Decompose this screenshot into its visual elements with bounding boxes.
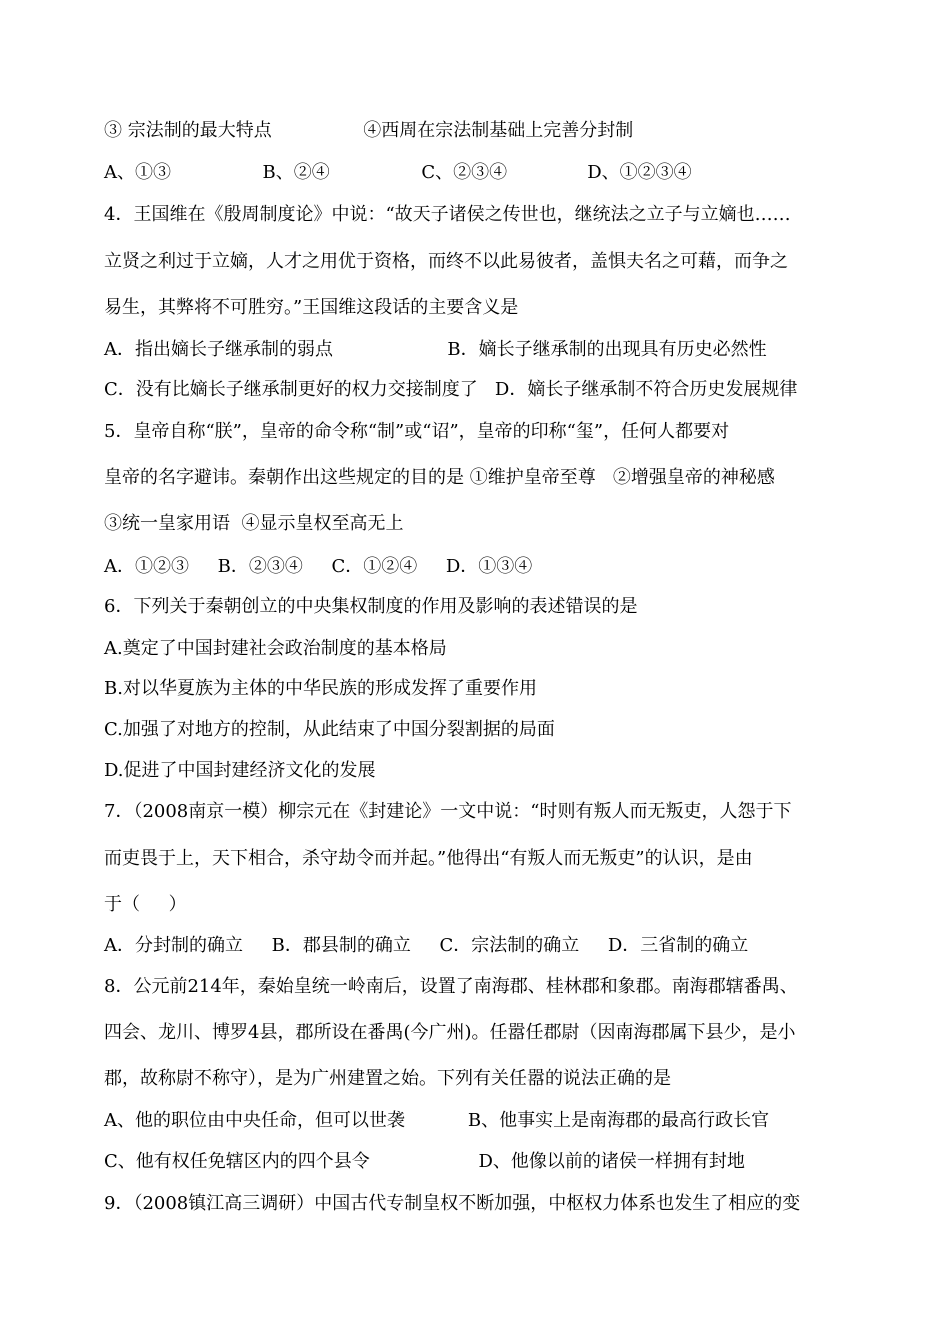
text-line-26: 9．（2008镇江高三调研）中国古代专制皇权不断加强，中枢权力体系也发生了相应的变 bbox=[104, 1193, 801, 1214]
text-line-14: B.对以华夏族为主体的中华民族的形成发挥了重要作用 bbox=[104, 678, 537, 699]
text-line-21: 8．公元前214年，秦始皇统一岭南后，设置了南海郡、桂林郡和象郡。南海郡辖番禺、 bbox=[104, 976, 798, 997]
text-line-4: 立贤之利过于立嫡，人才之用优于资格，而终不以此易彼者，盖惧夫名之可藉，而争之 bbox=[104, 251, 788, 272]
text-line-20: A．分封制的确立 B．郡县制的确立 C．宗法制的确立 D．三省制的确立 bbox=[104, 935, 749, 956]
text-line-17: 7．（2008南京一模）柳宗元在《封建论》一文中说：“时则有叛人而无叛吏，人怨于下 bbox=[104, 801, 792, 822]
text-line-16: D.促进了中国封建经济文化的发展 bbox=[104, 760, 376, 781]
text-line-23: 郡，故称尉不称守），是为广州建置之始。下列有关任嚣的说法正确的是 bbox=[104, 1068, 671, 1089]
text-line-9: 皇帝的名字避讳。秦朝作出这些规定的目的是 ①维护皇帝至尊 ②增强皇帝的神秘感 bbox=[104, 467, 775, 488]
text-line-18: 而吏畏于上，天下相合，杀守劫令而并起。”他得出“有叛人而无叛吏”的认识，是由 bbox=[104, 848, 753, 869]
text-line-7: C．没有比嫡长子继承制更好的权力交接制度了 D．嫡长子继承制不符合历史发展规律 bbox=[104, 379, 798, 400]
text-line-19: 于（ ） bbox=[104, 894, 187, 915]
text-line-5: 易生，其弊将不可胜穷。”王国维这段话的主要含义是 bbox=[104, 297, 519, 318]
text-line-3: 4．王国维在《殷周制度论》中说：“故天子诸侯之传世也，继统法之立子与立嫡也…… bbox=[104, 204, 791, 225]
text-line-2: A、①③ B、②④ C、②③④ D、①②③④ bbox=[104, 162, 692, 183]
text-line-10: ③统一皇家用语 ④显示皇权至高无上 bbox=[104, 513, 404, 534]
text-line-12: 6．下列关于秦朝创立的中央集权制度的作用及影响的表述错误的是 bbox=[104, 596, 638, 617]
text-line-1: ③ 宗法制的最大特点 ④西周在宗法制基础上完善分封制 bbox=[104, 120, 634, 141]
text-line-22: 四会、龙川、博罗4县，郡所设在番禺(今广州)。任嚣任郡尉（因南海郡属下县少，是小 bbox=[104, 1022, 796, 1043]
text-line-8: 5．皇帝自称“朕”，皇帝的命令称“制”或“诏”，皇帝的印称“玺”，任何人都要对 bbox=[104, 421, 730, 442]
text-line-6: A．指出嫡长子继承制的弱点 B．嫡长子继承制的出现具有历史必然性 bbox=[104, 339, 767, 360]
text-line-25: C、他有权任免辖区内的四个县令 D、他像以前的诸侯一样拥有封地 bbox=[104, 1151, 745, 1172]
text-line-24: A、他的职位由中央任命，但可以世袭 B、他事实上是南海郡的最高行政长官 bbox=[104, 1110, 770, 1131]
text-line-13: A.奠定了中国封建社会政治制度的基本格局 bbox=[104, 638, 447, 659]
text-line-11: A．①②③ B．②③④ C．①②④ D．①③④ bbox=[104, 556, 533, 577]
text-line-15: C.加强了对地方的控制，从此结束了中国分裂割据的局面 bbox=[104, 719, 555, 740]
